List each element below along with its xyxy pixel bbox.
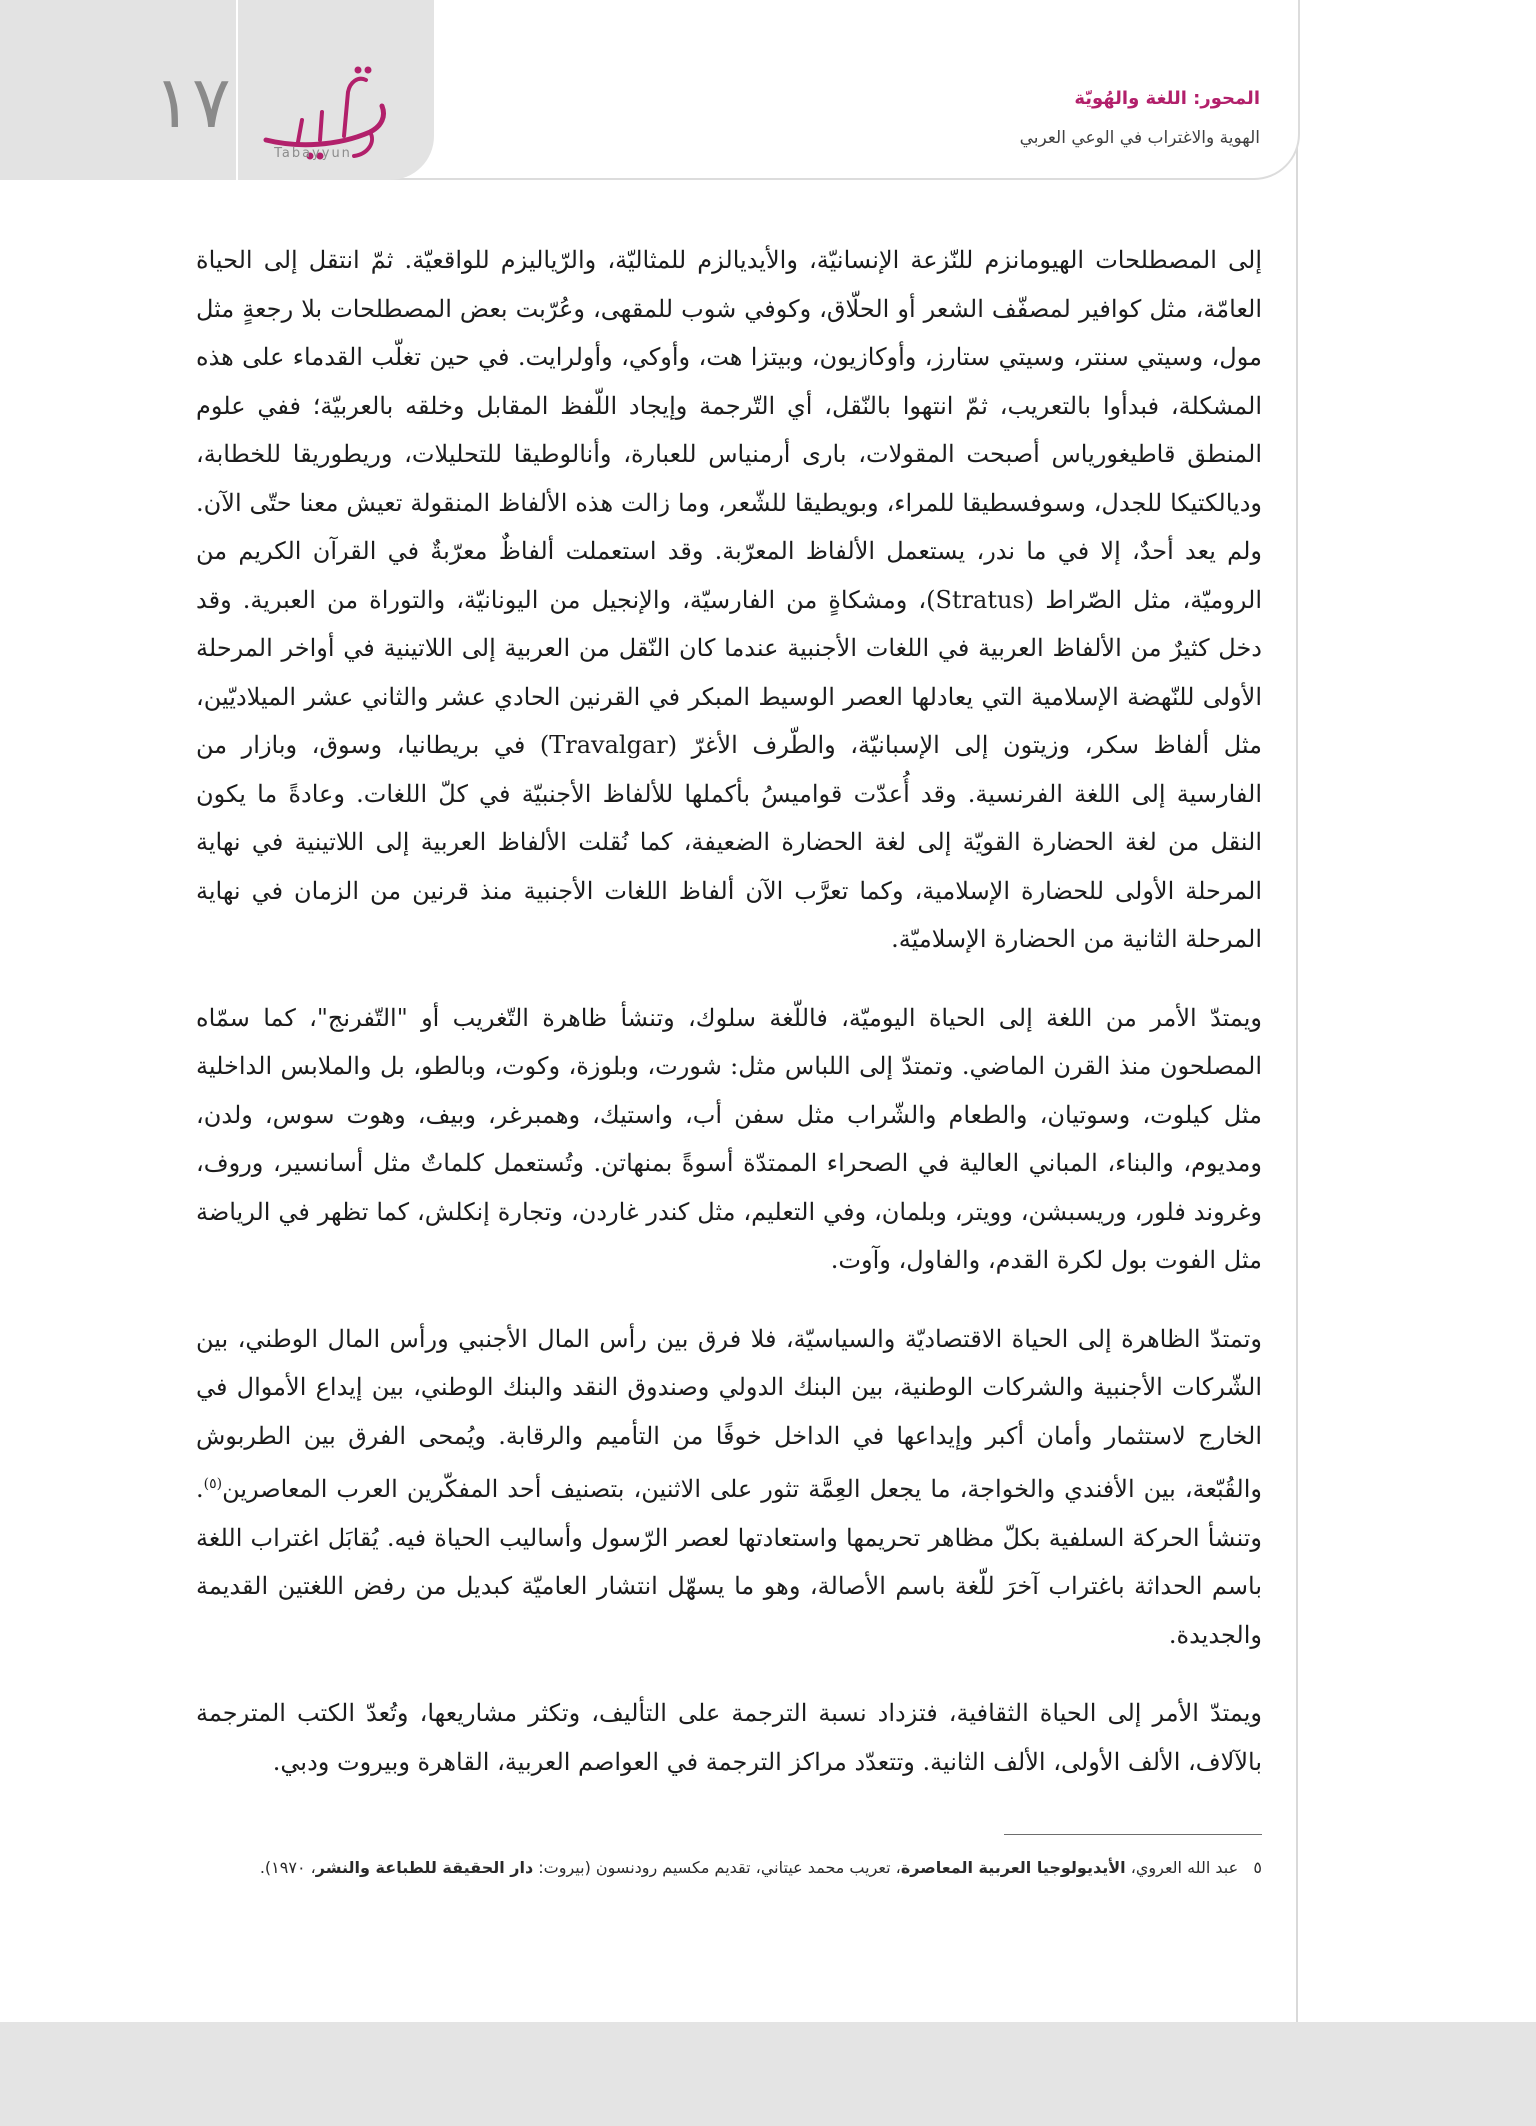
paragraph: ويمتدّ الأمر إلى الحياة الثقافية، فتزداد نسبة الترجمة على التأليف، وتكثر مشاريعها، وتُعدّ الكتب المترجمة بالآلاف، الألف الأولى، الألف الثانية. وتتعدّد مراكز الترجمة في العواصم العربية، القاهرة وبيروت ودبي. bbox=[196, 1699, 1262, 1776]
page-bottom-band bbox=[0, 2022, 1536, 2126]
page-number: ١٧ bbox=[153, 60, 231, 144]
article-title: الهوية والاغتراب في الوعي العربي bbox=[1019, 128, 1260, 148]
article-body bbox=[196, 236, 1262, 1786]
paragraph: ويمتدّ الأمر من اللغة إلى الحياة اليوميّة، فاللّغة سلوك، وتنشأ ظاهرة التّغريب أو "التّفرنج"، كما سمّاه المصلحون منذ القرن الماضي. وتمتدّ إلى اللباس مثل: شورت، وبلوزة، وكوت، وبالطو، بل والملابس الداخلية مثل كيلوت، وسوتيان، والطعام والشّراب مثل سفن أب، واستيك، وهمبرغر، وبيف، وهوت سوس، ولدن، ومديوم، والبناء، المباني العالية في الصحراء الممتدّة أسوةً بمنهاتن. وتُستعمل كلماتٌ مثل أسانسير، وروف، وغروند فلور، وريسبشن، وويتر، وبلمان، وفي التعليم، مثل كندر غاردن، وتجارة إنكلش، كما تظهر في الرياضة مثل الفوت بول لكرة القدم، والفاول، وآوت. bbox=[196, 1003, 1262, 1274]
footnote-author: عبد الله العروي، bbox=[1130, 1858, 1239, 1877]
logo-latin-text: Tabayyun bbox=[274, 146, 352, 161]
paragraph-text: وتمتدّ الظاهرة إلى الحياة الاقتصاديّة والسياسيّة، فلا فرق بين رأس المال الأجنبي ورأس المال الوطني، بين الشّركات الأجنبية والشركات الوطنية، بين البنك الدولي وصندوق النقد والبنك الوطني، بين إيداع الأموال في الخارج لاستثمار وأمان أكبر وإيداعها في الداخل خوفًا من التأميم والرقابة. ويُمحى الفرق بين الطربوش والقُبّعة، بين الأفندي والخواجة، ما يجعل العِمَّة تثور على الاثنين، بتصنيف أحد المفكّرين العرب المعاصرين bbox=[196, 1324, 1262, 1503]
paragraph bbox=[196, 1315, 1262, 1660]
section-title: المحور: اللغة والهُويّة bbox=[1074, 88, 1260, 109]
footnote-book-title: الأيديولوجيا العربية المعاصرة bbox=[900, 1858, 1126, 1877]
logo-dot-1 bbox=[355, 67, 362, 74]
logo-stroke-tooth-3 bbox=[344, 79, 366, 136]
footnote bbox=[196, 1852, 1262, 1884]
logo-stroke-main bbox=[266, 106, 384, 145]
footnote-number: ٥ bbox=[1253, 1858, 1262, 1877]
footnote-publisher: دار الحقيقة للطباعة والنشر bbox=[315, 1858, 534, 1877]
logo-stroke-tooth-2 bbox=[320, 112, 322, 140]
footnote-divider bbox=[1004, 1834, 1262, 1835]
footnote-reference[interactable]: (٥) bbox=[203, 1476, 223, 1492]
footnote-year: ، ١٩٧٠). bbox=[259, 1858, 316, 1877]
paragraph: إلى المصطلحات الهيومانزم للنّزعة الإنسانيّة، والأيديالزم للمثاليّة، والرّياليزم للواقعيّة. ثمّ انتقل إلى الحياة العامّة، مثل كوافير لمصفّف الشعر أو الحلّاق، وكوفي شوب للمقهى، وعُرّبت بعض المصطلحات بلا رجعةٍ مثل مول، وسيتي سنتر، وسيتي ستارز، وأوكازيون، وبيتزا هت، وأوكي، وأولرايت. في حين تغلّب القدماء على هذه المشكلة، فبدأوا بالتعريب، ثمّ انتهوا بالنّقل، أي التّرجمة وإيجاد اللّفظ المقابل وخلقه بالعربيّة؛ ففي علوم المنطق قاطيغورياس أصبحت المقولات، بارى أرمنياس للعبارة، وأنالوطيقا للتحليلات، وريطوريقا للخطابة، وديالكتيكا للجدل، وسوفسطيقا للمراء، وبويطيقا للشّعر، وما زالت هذه الألفاظ المنقولة تعيش معنا حتّى الآن. ولم يعد أحدٌ، إلا في ما ندر، يستعمل الألفاظ المعرّبة. وقد استعملت ألفاظٌ معرّبةٌ في القرآن الكريم من الروميّة، مثل الصّراط (Stratus)، ومشكاةٍ من الفارسيّة، والإنجيل من اليونانيّة، والتوراة من العبرية. وقد دخل كثيرٌ من الألفاظ العربية في اللغات الأجنبية عندما كان النّقل من العربية إلى اللاتينية في أواخر المرحلة الأولى للنّهضة الإسلامية التي يعادلها العصر الوسيط المبكر في القرنين الحادي عشر والثاني عشر الميلاديّين، مثل ألفاظ سكر، وزيتون إلى الإسبانيّة، والطّرف الأغرّ (Travalgar) في بريطانيا، وسوق، وبازار من الفارسية إلى اللغة الفرنسية. وقد أُعدّت قواميسُ بأكملها للألفاظ الأجنبيّة في كلّ اللغات. وعادةً ما يكون النقل من لغة الحضارة القويّة إلى لغة الحضارة الضعيفة، كما نُقلت الألفاظ العربية إلى اللاتينية في نهاية المرحلة الأولى للحضارة الإسلامية، وكما تعرَّب الآن ألفاظ اللغات الأجنبية منذ قرنين من الزمان في نهاية المرحلة الثانية من الحضارة الإسلاميّة. bbox=[196, 246, 1262, 953]
logo-dot-2 bbox=[365, 67, 372, 74]
paragraph-text: . وتنشأ الحركة السلفية بكلّ مظاهر تحريمها واستعادتها لعصر الرّسول وأساليب الحياة فيه. يُقابَل اغتراب اللغة باسم الحداثة باغتراب آخرَ للّغة باسم الأصالة، وهو ما يسهّل انتشار العاميّة كبديل من رفض اللغتين القديمة والجديدة. bbox=[196, 1475, 1262, 1649]
footnote-details: ، تعريب محمد عيتاني، تقديم مكسيم رودنسون (بيروت: bbox=[538, 1858, 901, 1877]
logo-stroke-tooth-1 bbox=[298, 120, 302, 142]
header-divider bbox=[236, 0, 238, 180]
